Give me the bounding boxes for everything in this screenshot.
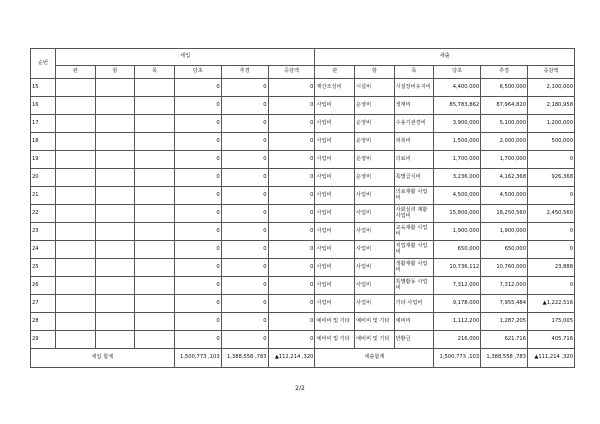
expense-change: 1,200,000 [528, 115, 575, 133]
table-row [31, 313, 575, 331]
expense-revised: 2,000,000 [481, 133, 528, 151]
revenue-original: 0 [174, 223, 221, 241]
expense-change: 175,005 [528, 313, 575, 331]
revenue-mok [135, 187, 175, 205]
expense-mok: 의료비 [394, 151, 434, 169]
revenue-header: 세입 [56, 49, 315, 66]
revenue-original: 0 [174, 79, 221, 97]
revenue-change: 0 [268, 205, 315, 223]
expense-header: 세출 [315, 49, 575, 66]
revenue-original: 0 [174, 241, 221, 259]
revenue-mok [135, 259, 175, 277]
expense-revised: 10,760,000 [481, 259, 528, 277]
expense-mok: 생계비 [394, 97, 434, 115]
expense-gwan: 사업비 [315, 223, 355, 241]
row-number: 20 [31, 169, 56, 187]
revenue-original: 0 [174, 331, 221, 349]
expense-original: 216,000 [434, 331, 481, 349]
expense-mok: 교육재활 사업비 [394, 223, 434, 241]
expense-gwan: 사업비 [315, 277, 355, 295]
revenue-change: 0 [268, 295, 315, 313]
expense-revised: 4,162,368 [481, 169, 528, 187]
revenue-original: 0 [174, 313, 221, 331]
expense-mok: 피복비 [394, 133, 434, 151]
revenue-hang [95, 277, 135, 295]
expense-total-label: 세출합계 [315, 349, 434, 368]
revenue-hang [95, 115, 135, 133]
revenue-gwan [56, 223, 96, 241]
revenue-original: 0 [174, 151, 221, 169]
expense-hang: 사업비 [355, 187, 395, 205]
revenue-gwan [56, 151, 96, 169]
expense-gwan: 사업비 [315, 205, 355, 223]
revenue-mok [135, 331, 175, 349]
revenue-col-original: 당초 [174, 66, 221, 79]
revenue-col-revised: 추경 [221, 66, 268, 79]
expense-original: 10,736,112 [434, 259, 481, 277]
expense-hang: 운영비 [355, 151, 395, 169]
revenue-original: 0 [174, 169, 221, 187]
revenue-hang [95, 259, 135, 277]
revenue-gwan [56, 169, 96, 187]
expense-mok: 수용기관경비 [394, 115, 434, 133]
expense-hang: 운영비 [355, 133, 395, 151]
revenue-change: 0 [268, 115, 315, 133]
revenue-change: 0 [268, 277, 315, 295]
revenue-total-label: 세입 합계 [31, 349, 175, 368]
expense-change: ▲1,222,516 [528, 295, 575, 313]
expense-gwan: 사업비 [315, 187, 355, 205]
expense-mok: 시설장비유지비 [394, 79, 434, 97]
revenue-revised: 0 [221, 133, 268, 151]
expense-hang: 사업비 [355, 277, 395, 295]
row-number: 24 [31, 241, 56, 259]
table-row [31, 115, 575, 133]
revenue-hang [95, 79, 135, 97]
revenue-revised: 0 [221, 205, 268, 223]
revenue-original: 0 [174, 133, 221, 151]
revenue-change: 0 [268, 223, 315, 241]
expense-mok: 직업재활 사업비 [394, 241, 434, 259]
expense-revised: 5,100,000 [481, 115, 528, 133]
revenue-hang [95, 331, 135, 349]
revenue-mok [135, 115, 175, 133]
revenue-original: 0 [174, 187, 221, 205]
revenue-revised: 0 [221, 259, 268, 277]
revenue-mok [135, 169, 175, 187]
table-row [31, 205, 575, 223]
row-number: 27 [31, 295, 56, 313]
revenue-hang [95, 97, 135, 115]
revenue-gwan [56, 115, 96, 133]
expense-revised: 18,250,560 [481, 205, 528, 223]
revenue-total-original: 1,500,773 ,103 [174, 349, 221, 368]
expense-change: 926,368 [528, 169, 575, 187]
expense-gwan: 사업비 [315, 241, 355, 259]
expense-mok: 예비비 [394, 313, 434, 331]
totals-row [31, 349, 575, 368]
revenue-original: 0 [174, 259, 221, 277]
revenue-revised: 0 [221, 331, 268, 349]
revenue-gwan [56, 331, 96, 349]
expense-original: 1,112,200 [434, 313, 481, 331]
revenue-mok [135, 313, 175, 331]
revenue-col-mok: 목 [135, 66, 175, 79]
revenue-original: 0 [174, 115, 221, 133]
revenue-revised: 0 [221, 295, 268, 313]
expense-gwan: 사업비 [315, 133, 355, 151]
expense-revised: 650,000 [481, 241, 528, 259]
table-row [31, 241, 575, 259]
expense-original: 4,400,000 [434, 79, 481, 97]
revenue-revised: 0 [221, 169, 268, 187]
expense-revised: 1,700,000 [481, 151, 528, 169]
expense-mok: 특별급식비 [394, 169, 434, 187]
revenue-revised: 0 [221, 313, 268, 331]
expense-original: 3,900,000 [434, 115, 481, 133]
expense-revised: 4,500,000 [481, 187, 528, 205]
expense-change: 0 [528, 277, 575, 295]
revenue-revised: 0 [221, 187, 268, 205]
revenue-mok [135, 97, 175, 115]
expense-col-gwan: 관 [315, 66, 355, 79]
expense-hang: 시설비 [355, 79, 395, 97]
revenue-mok [135, 295, 175, 313]
expense-original: 3,236,000 [434, 169, 481, 187]
expense-original: 7,312,000 [434, 277, 481, 295]
expense-gwan: 사업비 [315, 151, 355, 169]
expense-gwan: 사업비 [315, 295, 355, 313]
expense-gwan: 재산조성비 [315, 79, 355, 97]
expense-revised: 87,964,820 [481, 97, 528, 115]
row-number: 29 [31, 331, 56, 349]
row-number: 28 [31, 313, 56, 331]
expense-revised: 6,500,000 [481, 79, 528, 97]
revenue-gwan [56, 133, 96, 151]
expense-col-mok: 목 [394, 66, 434, 79]
revenue-hang [95, 151, 135, 169]
revenue-mok [135, 241, 175, 259]
table-row [31, 169, 575, 187]
expense-change: 0 [528, 151, 575, 169]
header-row-columns [31, 66, 575, 79]
revenue-hang [95, 187, 135, 205]
expense-col-revised: 추경 [481, 66, 528, 79]
expense-change: 2,450,560 [528, 205, 575, 223]
revenue-mok [135, 223, 175, 241]
expense-mok: 생활재활 사업비 [394, 259, 434, 277]
revenue-hang [95, 223, 135, 241]
expense-hang: 예비비 및 기타 [355, 313, 395, 331]
expense-original: 1,700,000 [434, 151, 481, 169]
expense-mok: 사회심리 재활 사업비 [394, 205, 434, 223]
seq-header: 순번 [31, 49, 56, 79]
revenue-gwan [56, 205, 96, 223]
revenue-gwan [56, 259, 96, 277]
table-row [31, 295, 575, 313]
expense-hang: 사업비 [355, 223, 395, 241]
expense-col-hang: 항 [355, 66, 395, 79]
row-number: 21 [31, 187, 56, 205]
table-row [31, 331, 575, 349]
expense-original: 85,783,862 [434, 97, 481, 115]
expense-revised: 7,312,000 [481, 277, 528, 295]
expense-gwan: 예비비 및 기타 [315, 331, 355, 349]
revenue-col-change: 증감액 [268, 66, 315, 79]
expense-original: 1,500,000 [434, 133, 481, 151]
revenue-gwan [56, 97, 96, 115]
page-number: 2/2 [295, 385, 305, 392]
revenue-hang [95, 133, 135, 151]
expense-change: 23,888 [528, 259, 575, 277]
revenue-change: 0 [268, 187, 315, 205]
table-row [31, 79, 575, 97]
revenue-hang [95, 169, 135, 187]
row-number: 15 [31, 79, 56, 97]
expense-mok: 반환금 [394, 331, 434, 349]
revenue-revised: 0 [221, 151, 268, 169]
revenue-original: 0 [174, 97, 221, 115]
revenue-original: 0 [174, 205, 221, 223]
row-number: 16 [31, 97, 56, 115]
row-number: 26 [31, 277, 56, 295]
expense-gwan: 사업비 [315, 259, 355, 277]
revenue-revised: 0 [221, 223, 268, 241]
revenue-change: 0 [268, 151, 315, 169]
expense-change: 0 [528, 223, 575, 241]
revenue-change: 0 [268, 259, 315, 277]
revenue-revised: 0 [221, 277, 268, 295]
revenue-revised: 0 [221, 79, 268, 97]
revenue-total-change: ▲112,214 ,320 [268, 349, 315, 368]
expense-total-change: ▲111,214 ,320 [528, 349, 575, 368]
row-number: 25 [31, 259, 56, 277]
revenue-change: 0 [268, 133, 315, 151]
revenue-change: 0 [268, 97, 315, 115]
table-row [31, 133, 575, 151]
expense-gwan: 사업비 [315, 115, 355, 133]
revenue-col-hang: 항 [95, 66, 135, 79]
expense-change: 0 [528, 187, 575, 205]
table-row [31, 151, 575, 169]
expense-mok: 특별활동 사업비 [394, 277, 434, 295]
table-row [31, 97, 575, 115]
expense-original: 1,900,000 [434, 223, 481, 241]
table-row [31, 259, 575, 277]
revenue-hang [95, 241, 135, 259]
revenue-change: 0 [268, 79, 315, 97]
expense-hang: 사업비 [355, 295, 395, 313]
row-number: 23 [31, 223, 56, 241]
expense-mok: 의료재활 사업비 [394, 187, 434, 205]
expense-hang: 운영비 [355, 169, 395, 187]
revenue-change: 0 [268, 169, 315, 187]
expense-gwan: 예비비 및 기타 [315, 313, 355, 331]
revenue-gwan [56, 277, 96, 295]
row-number: 22 [31, 205, 56, 223]
table-row [31, 187, 575, 205]
expense-hang: 사업비 [355, 259, 395, 277]
table-row [31, 277, 575, 295]
expense-original: 9,178,000 [434, 295, 481, 313]
expense-hang: 사업비 [355, 241, 395, 259]
expense-hang: 사업비 [355, 205, 395, 223]
row-number: 17 [31, 115, 56, 133]
expense-original: 650,000 [434, 241, 481, 259]
expense-total-revised: 1,388,558 ,783 [481, 349, 528, 368]
expense-change: 0 [528, 241, 575, 259]
revenue-gwan [56, 187, 96, 205]
expense-original: 4,500,000 [434, 187, 481, 205]
revenue-gwan [56, 313, 96, 331]
expense-change: 500,000 [528, 133, 575, 151]
revenue-revised: 0 [221, 241, 268, 259]
revenue-hang [95, 313, 135, 331]
expense-revised: 621,716 [481, 331, 528, 349]
revenue-gwan [56, 79, 96, 97]
expense-original: 15,800,000 [434, 205, 481, 223]
table-row [31, 223, 575, 241]
revenue-hang [95, 205, 135, 223]
expense-change: 2,100,000 [528, 79, 575, 97]
revenue-gwan [56, 241, 96, 259]
revenue-change: 0 [268, 331, 315, 349]
expense-total-original: 1,500,773 ,103 [434, 349, 481, 368]
expense-mok: 기타 사업비 [394, 295, 434, 313]
row-number: 18 [31, 133, 56, 151]
revenue-revised: 0 [221, 97, 268, 115]
revenue-mok [135, 79, 175, 97]
revenue-col-gwan: 관 [56, 66, 96, 79]
expense-hang: 운영비 [355, 97, 395, 115]
expense-revised: 1,900,000 [481, 223, 528, 241]
revenue-revised: 0 [221, 115, 268, 133]
revenue-total-revised: 1,388,558 ,783 [221, 349, 268, 368]
header-row-top [31, 49, 575, 66]
revenue-original: 0 [174, 277, 221, 295]
expense-col-original: 당초 [434, 66, 481, 79]
revenue-change: 0 [268, 241, 315, 259]
expense-change: 405,716 [528, 331, 575, 349]
expense-hang: 예비비 및 기타 [355, 331, 395, 349]
revenue-mok [135, 151, 175, 169]
expense-revised: 1,287,205 [481, 313, 528, 331]
revenue-mok [135, 133, 175, 151]
budget-table [30, 48, 575, 368]
row-number: 19 [31, 151, 56, 169]
expense-hang: 운영비 [355, 115, 395, 133]
expense-gwan: 사업비 [315, 169, 355, 187]
revenue-mok [135, 277, 175, 295]
expense-revised: 7,955,484 [481, 295, 528, 313]
expense-col-change: 증감액 [528, 66, 575, 79]
expense-gwan: 사업비 [315, 97, 355, 115]
revenue-hang [95, 295, 135, 313]
revenue-change: 0 [268, 313, 315, 331]
expense-change: 2,180,958 [528, 97, 575, 115]
revenue-gwan [56, 295, 96, 313]
revenue-original: 0 [174, 295, 221, 313]
revenue-mok [135, 205, 175, 223]
